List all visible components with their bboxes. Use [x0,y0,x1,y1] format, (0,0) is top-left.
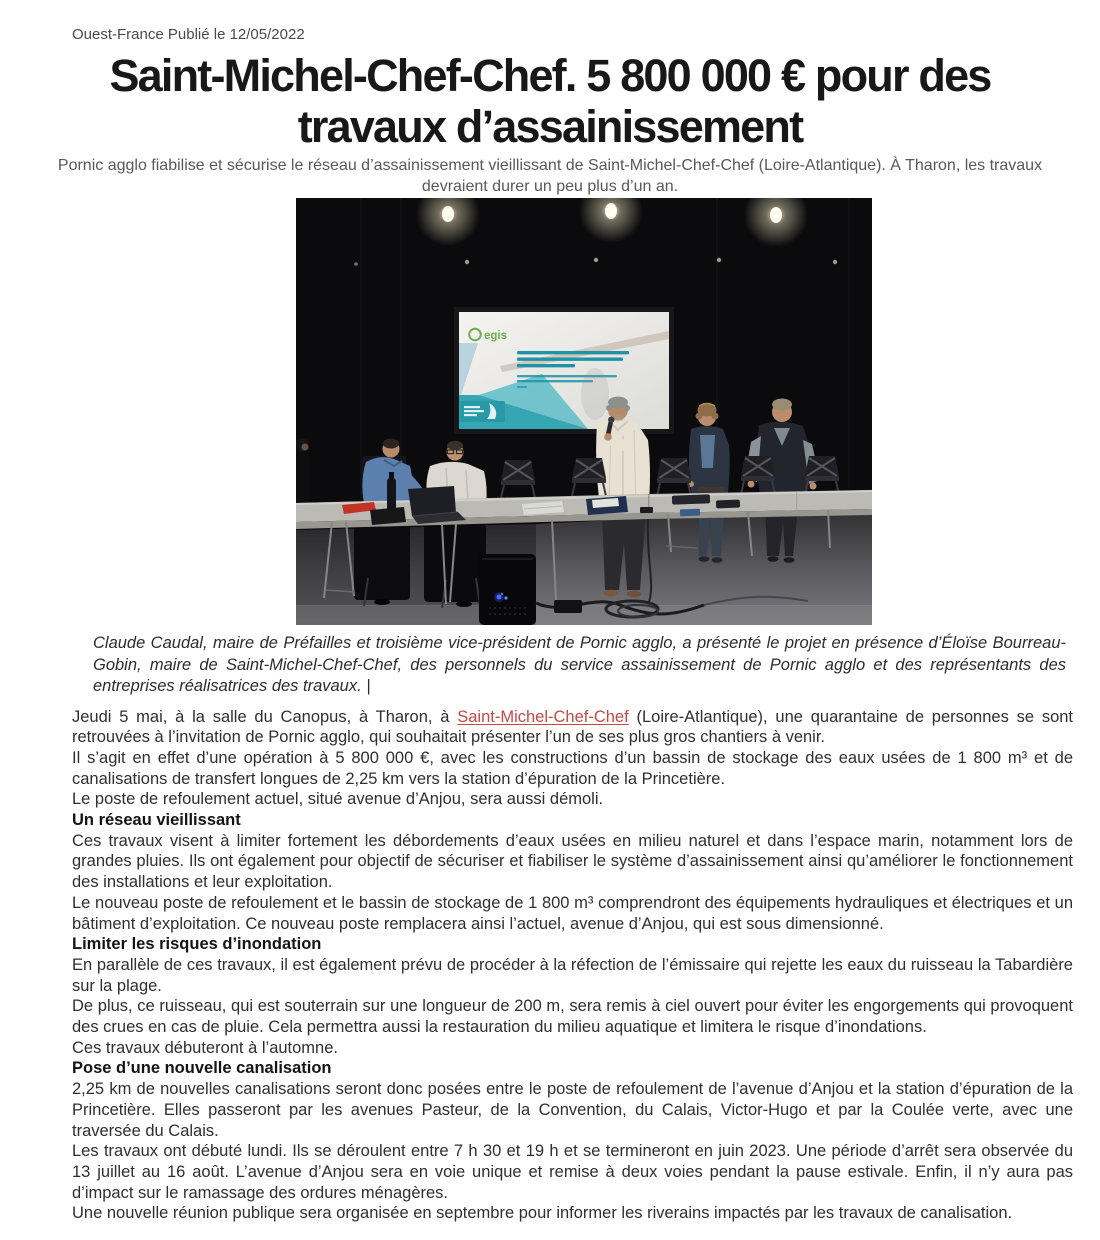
paragraph-3: Le poste de refoulement actuel, situé avenue d’Anjou, sera aussi démoli. [72,790,604,809]
paragraph-5: Le nouveau poste de refoulement et le bassin de stockage de 1 800 m³ comprendront des équipements hydrauliques et électriques et un bâtiment d’exploitation. Ce nouveau poste remplacera ainsi l’actuel, avenue d’Anjou, qui est sous dimensionné. [72,893,1073,933]
section-heading-aging-network: Un réseau vieillissant [72,811,241,830]
paragraph-2: Il s’agit en effet d’une opération à 5 800 000 €, avec les constructions d’un bassin de stockage des eaux usées de 1 800 m³ et de canalisations de transfert longues de 2,25 km vers la station d’épuration de la Princetière. [72,748,1073,788]
egis-logo-text: egis [484,330,508,342]
byline [72,0,1073,44]
paragraph-4: Ces travaux visent à limiter fortement les débordements d’eaux usées en milieu naturel et dans l’espace marin, notamment lors de grandes pluies. Ils ont également pour objectif de sécuriser et fiabiliser le système d’assainissement ainsi qu’améliorer le fonctionnement des installations et leur exploitation. [72,831,1073,892]
publish-date: Publié le 12/05/2022 [167,26,305,43]
paragraph-8: Ces travaux débuteront à l’automne. [72,1038,338,1057]
paragraph-1: Jeudi 5 mai, à la salle du Canopus, à Tharon, à Saint-Michel-Chef-Chef (Loire-Atlantique), une quarantaine de personnes se sont retrouvées à l’invitation de Pornic agglo, qui souhaitait présenter l’un de ses plus gros chantiers à venir. [72,707,1074,747]
blue-folder [680,509,700,517]
section-heading-flood-risk: Limiter les risques d’inondation [72,935,322,954]
speaker-box [479,554,536,625]
paragraph-7: De plus, ce ruisseau, qui est souterrain sur une longueur de 200 m, sera remis à ciel ouvert pour éviter les engorgements qui provoquent des crues en cas de pluie. Cela permettra aussi la restauration du milieu aquatique et limitera le risque d’inondations. [72,997,1073,1037]
tablet [672,494,710,504]
commune-link[interactable]: Saint-Michel-Chef-Chef [457,707,629,726]
remote [640,507,653,513]
projection-screen [454,307,674,434]
speaker-shadow-on-screen [581,368,609,420]
water-bottle [387,478,396,511]
photo-caption: Claude Caudal, maire de Préfailles et troisième vice-président de Pornic agglo, a présenté le projet en présence d’Éloïse Bourreau-Gobin, maire de Saint-Michel-Chef-Chef, des personnels du service assainissement de Pornic agglo et des représentants des entreprises réalisatrices des travaux. | [93,634,1066,695]
paragraph-10: Les travaux ont débuté lundi. Ils se déroulent entre 7 h 30 et 19 h et se termineront en juin 2023. Une période d’arrêt sera observée du 13 juillet au 16 août. L’avenue d’Anjou sera en voie unique et remise à deux voies pendant la pause estivale. Enfin, il n’y aura pas d’impact sur le ramassage des ordures ménagères. [72,1142,1073,1202]
headline-line-2: travaux d’assainissement [297,101,803,152]
paragraph-6: En parallèle de ces travaux, il est également prévu de procéder à la réfection de l’émissaire qui rejette les eaux du ruisseau la Tabardière sur la plage. [72,955,1073,995]
article-body [72,707,1073,1225]
paragraph-9: 2,25 km de nouvelles canalisations seront donc posées entre le poste de refoulement de l’avenue d’Anjou et la station d’épuration de la Princetière. Elles passeront par les avenues Pasteur, de la Convention, du Calais, Victor-Hugo et par la Coulée verte, avec une traversée du Calais. [72,1080,1073,1140]
paragraph-11: Une nouvelle réunion publique sera organisée en septembre pour informer les riverains impactés par les travaux de canalisation. [72,1204,1013,1223]
page-title [20,50,1080,152]
tablet-2 [716,500,740,509]
pornic-agglo-logo [460,401,505,422]
section-heading-new-pipeline: Pose d’une nouvelle canalisation [72,1059,332,1078]
standfirst: Pornic agglo fiabilise et sécurise le réseau d’assainissement vieillissant de Saint-Michel-Chef-Chef (Loire-Atlantique). À Tharon, les travaux devraient durer un peu plus d’un an. [57,157,1043,195]
newspaper-name: Ouest-France [72,26,164,43]
meeting-photo [296,198,872,625]
headline-line-1: Saint-Michel-Chef-Chef. 5 800 000 € pour des [109,50,991,101]
photo-figure [296,198,872,625]
